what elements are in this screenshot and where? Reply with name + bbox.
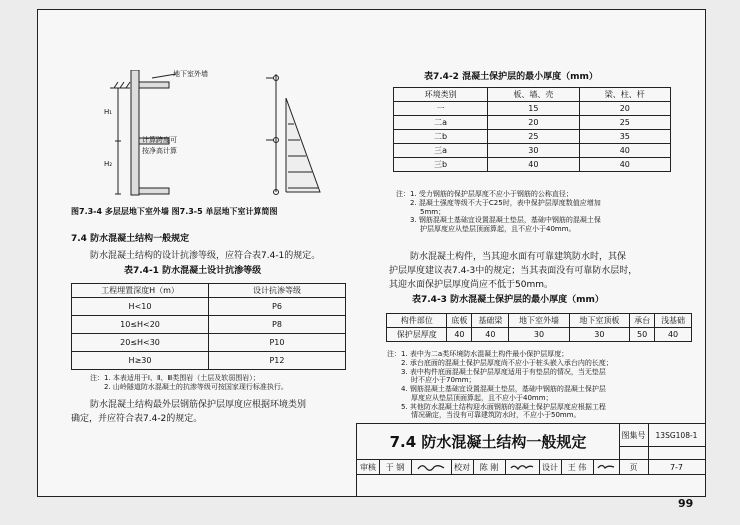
note-line: 3. 表中构件底面混凝土保护层厚度适用于有垫层的情况，当无垫层 xyxy=(401,367,606,376)
table-cell: 一 xyxy=(394,102,488,116)
table-header: 底板 xyxy=(447,314,472,328)
design-label: 设计 xyxy=(539,460,562,475)
note-line: 3. 钢筋混凝土基础宜设置混凝土垫层，基础中钢筋的混凝土保 xyxy=(410,216,601,225)
table-cell: P12 xyxy=(209,352,346,370)
table-row xyxy=(72,334,346,352)
table-cell: 40 xyxy=(579,158,670,172)
note-line: 厚度应从垫层顶面算起，且不应小于40mm； xyxy=(411,393,553,402)
outer-wall-label: 地下室外墙 xyxy=(173,70,208,78)
paragraph-3-line3: 其迎水面保护层厚度尚应不低于50mm。 xyxy=(389,280,553,290)
table-cell: 30 xyxy=(509,328,569,342)
table-row xyxy=(394,102,671,116)
figure-multi-layer-wall xyxy=(96,70,224,200)
table-cell: 20≤H<30 xyxy=(72,334,209,352)
h1-label: H₁ xyxy=(104,108,113,116)
atlas-value-spacer xyxy=(648,446,706,460)
note-line: 2. 混凝土强度等级不大于C25时，表中保护层厚度数值应增加 xyxy=(410,198,601,207)
title-block-title: 7.4 防水混凝土结构一般规定 xyxy=(357,424,620,460)
table-cell: 40 xyxy=(447,328,472,342)
table-cell: 40 xyxy=(579,144,670,158)
table-header-row xyxy=(387,314,692,328)
section-heading: 7.4 防水混凝土结构一般规定 xyxy=(71,234,190,244)
atlas-label-spacer xyxy=(619,446,649,460)
drawing-frame xyxy=(37,9,706,497)
table-cell: 10≤H<20 xyxy=(72,316,209,334)
notes-table3 xyxy=(387,350,613,420)
table-header: 承台 xyxy=(630,314,655,328)
table-cell: 20 xyxy=(488,116,579,130)
table3-title: 表7.4-3 防水混凝土保护层的最小厚度（mm） xyxy=(412,295,604,305)
notes-table2 xyxy=(396,190,601,234)
table-cell: 35 xyxy=(579,130,670,144)
table-header: 工程埋置深度H（m） xyxy=(72,284,209,298)
page-number: 99 xyxy=(678,497,694,510)
note-line: 注：1. 受力钢筋的保护层厚度不应小于钢筋的公称直径； xyxy=(396,190,573,198)
figure-single-layer-calc xyxy=(256,72,346,197)
table-anti-seepage xyxy=(71,283,346,370)
note-line: 5mm； xyxy=(420,207,446,216)
table-header: 板、墙、壳 xyxy=(488,88,579,102)
page-label: 页 xyxy=(619,460,649,475)
review-label: 审核 xyxy=(357,460,380,475)
note-line: 时不应小于70mm； xyxy=(411,376,476,385)
note-line: 情况确定，当没有可靠建筑防水时，不应小于50mm。 xyxy=(411,411,581,420)
table-row xyxy=(387,328,692,342)
table-cell: 25 xyxy=(488,130,579,144)
note-line: 2. 承台底面的混凝土保护层厚度尚不应小于桩头嵌入承台内的长度； xyxy=(401,358,613,367)
table-header: 环境类别 xyxy=(394,88,488,102)
table2-title: 表7.4-2 混凝土保护层的最小厚度（mm） xyxy=(424,72,598,82)
note-line: 护层厚度应从垫层顶面算起，且不应小于40mm。 xyxy=(420,225,576,233)
atlas-value: 13SG108-1 xyxy=(648,424,706,447)
table-header: 地下室顶板 xyxy=(569,314,629,328)
notes-table1 xyxy=(90,374,288,392)
table-cell: P10 xyxy=(209,334,346,352)
paragraph-2-line1: 防水混凝土结构最外层钢筋保护层厚度应根据环境类别 xyxy=(90,400,307,410)
checker-name: 陈 刚 xyxy=(473,460,506,475)
atlas-label: 图集号 xyxy=(619,424,649,447)
table-cell: H≥30 xyxy=(72,352,209,370)
figure-caption: 图7.3-4 多层层地下室外墙 图7.3-5 单层地下室计算简图 xyxy=(71,207,278,216)
table-cell: 二b xyxy=(394,130,488,144)
table-header-row xyxy=(394,88,671,102)
table-cell: 40 xyxy=(472,328,509,342)
table-header: 地下室外墙 xyxy=(509,314,569,328)
table-cell: 30 xyxy=(488,144,579,158)
table-header: 浅基础 xyxy=(655,314,692,328)
table-cell: 三a xyxy=(394,144,488,158)
table-cell: 保护层厚度 xyxy=(387,328,447,342)
reviewer-signature xyxy=(411,460,452,475)
table-row xyxy=(72,352,346,370)
table-header: 构件部位 xyxy=(387,314,447,328)
table-cell: 25 xyxy=(579,116,670,130)
table-cell: P8 xyxy=(209,316,346,334)
table-cell: 15 xyxy=(488,102,579,116)
table-row xyxy=(394,130,671,144)
table-row xyxy=(72,298,346,316)
table-header: 基础梁 xyxy=(472,314,509,328)
table-cell: 50 xyxy=(630,328,655,342)
h2-label: H₂ xyxy=(104,160,113,168)
paragraph-2-line2: 确定，并应符合表7.4-2的规定。 xyxy=(71,414,203,424)
paragraph-1: 防水混凝土结构的设计抗渗等级，应符合表7.4-1的规定。 xyxy=(90,251,321,261)
table-waterproof-cover xyxy=(386,313,692,342)
table-row xyxy=(394,144,671,158)
table-cell: 40 xyxy=(488,158,579,172)
page-value: 7-7 xyxy=(648,460,706,475)
span-label-2: 按净高计算 xyxy=(142,147,177,155)
table-cell: 40 xyxy=(655,328,692,342)
table-header: 设计抗渗等级 xyxy=(209,284,346,298)
reviewer-name: 于 钢 xyxy=(379,460,412,475)
table-row xyxy=(72,316,346,334)
table-row xyxy=(394,158,671,172)
table-header: 梁、柱、杆 xyxy=(579,88,670,102)
note-line: 5. 其他防水混凝土结构迎水面钢筋的混凝土保护层厚度应根据工程 xyxy=(401,402,606,411)
checker-signature xyxy=(505,460,540,475)
designer-name: 王 伟 xyxy=(561,460,594,475)
note-line: 4. 钢筋混凝土基础宜设置混凝土垫层，基础中钢筋的混凝土保护层 xyxy=(401,385,606,393)
table-row xyxy=(394,116,671,130)
table-cell: 20 xyxy=(579,102,670,116)
note-line: 注：1. 表中为二a类环境防水混凝土构件最小保护层厚度； xyxy=(387,350,569,358)
table-cell: P6 xyxy=(209,298,346,316)
table-cell: 三b xyxy=(394,158,488,172)
note-line: 注：1. 本表适用于Ⅰ、Ⅱ、Ⅲ类围岩（土层及软弱围岩）； xyxy=(90,374,260,382)
title-block xyxy=(356,423,706,497)
span-label-1: 计算跨度可 xyxy=(142,136,177,144)
table-cell: 二a xyxy=(394,116,488,130)
paragraph-3-line2: 护层厚度建议表7.4-3中的规定；当其表面没有可靠防水层时， xyxy=(389,266,638,276)
paragraph-3-line1: 防水混凝土构件，当其迎水面有可靠建筑防水时，其保 xyxy=(410,252,627,262)
table-cell: H<10 xyxy=(72,298,209,316)
table-header-row xyxy=(72,284,346,298)
check-label: 校对 xyxy=(451,460,474,475)
table-cell: 30 xyxy=(569,328,629,342)
designer-signature xyxy=(593,460,620,475)
table1-title: 表7.4-1 防水混凝土设计抗渗等级 xyxy=(124,266,262,276)
table-cover-thickness xyxy=(393,87,671,172)
note-line: 2. 山岭隧道防水混凝土的抗渗等级可按国家现行标准执行。 xyxy=(104,382,288,391)
